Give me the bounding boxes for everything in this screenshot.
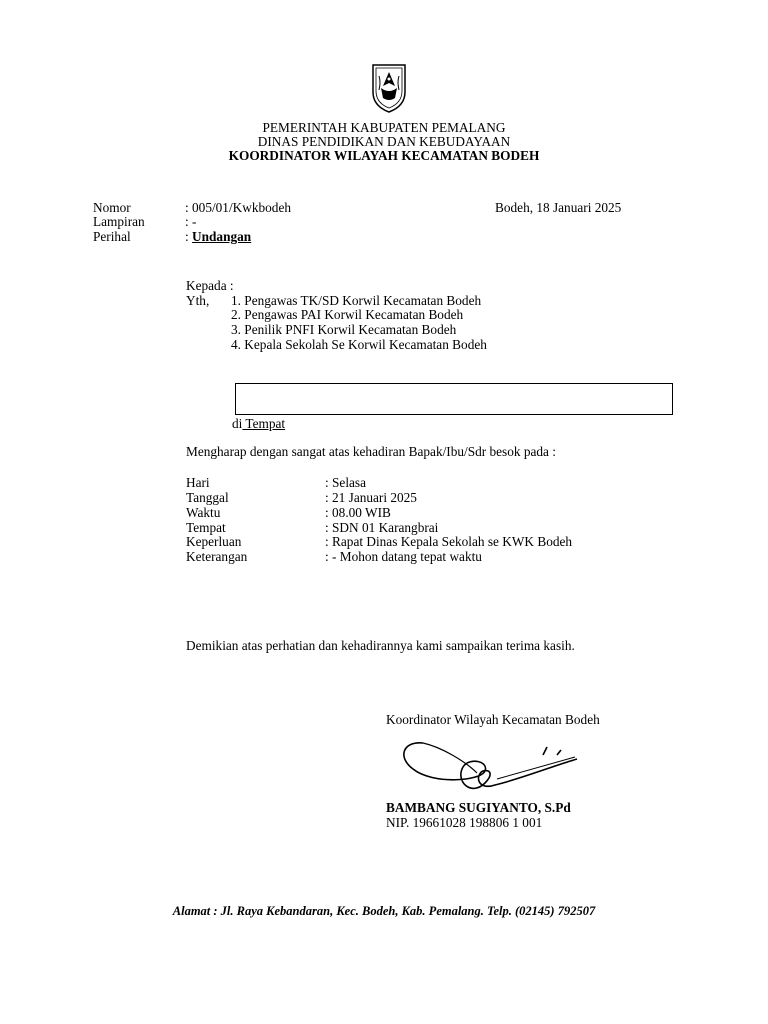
perihal-value: Undangan bbox=[192, 229, 252, 244]
signatory-nip: NIP. 19661028 198806 1 001 bbox=[386, 815, 543, 830]
tempat-label: Tempat bbox=[242, 416, 286, 431]
address-box bbox=[235, 383, 673, 415]
signatory-name: BAMBANG SUGIYANTO, S.Pd bbox=[386, 800, 571, 815]
signatory-title: Koordinator Wilayah Kecamatan Bodeh bbox=[386, 712, 600, 727]
recipient-item: 3. Penilik PNFI Korwil Kecamatan Bodeh bbox=[231, 322, 457, 337]
closing-text: Demikian atas perhatian dan kehadirannya kami sampaikan terima kasih. bbox=[186, 638, 575, 653]
header-department: DINAS PENDIDIKAN DAN KEBUDAYAAN bbox=[257, 134, 511, 149]
detail-value: : 08.00 WIB bbox=[325, 505, 391, 520]
detail-label: Waktu bbox=[186, 505, 221, 520]
detail-label: Tanggal bbox=[186, 490, 229, 505]
lampiran-value: : - bbox=[185, 214, 197, 229]
recipient-item: 2. Pengawas PAI Korwil Kecamatan Bodeh bbox=[231, 307, 464, 322]
detail-value: : Selasa bbox=[325, 475, 366, 490]
place-line bbox=[232, 416, 285, 431]
nomor-value: : 005/01/Kwkbodeh bbox=[185, 200, 291, 215]
regency-crest-icon bbox=[369, 62, 409, 114]
detail-value: : Rapat Dinas Kepala Sekolah se KWK Bodeh bbox=[325, 534, 573, 549]
detail-label: Tempat bbox=[186, 520, 226, 535]
detail-value: : 21 Januari 2025 bbox=[325, 490, 417, 505]
nomor-label: Nomor bbox=[93, 200, 131, 215]
recipient-item: 1. Pengawas TK/SD Korwil Kecamatan Bodeh bbox=[231, 293, 482, 308]
detail-value: : SDN 01 Karangbrai bbox=[325, 520, 439, 535]
perihal-label: Perihal bbox=[93, 229, 131, 244]
perihal-colon: : bbox=[185, 229, 189, 244]
yth-label: Yth, bbox=[186, 293, 210, 308]
detail-label: Hari bbox=[186, 475, 210, 490]
di-label: di bbox=[232, 416, 243, 431]
lampiran-label: Lampiran bbox=[93, 214, 145, 229]
detail-label: Keperluan bbox=[186, 534, 242, 549]
recipient-item: 4. Kepala Sekolah Se Korwil Kecamatan Bodeh bbox=[231, 337, 487, 352]
detail-label: Keterangan bbox=[186, 549, 248, 564]
header-government: PEMERINTAH KABUPATEN PEMALANG bbox=[262, 120, 506, 135]
intro-text: Mengharap dengan sangat atas kehadiran Bapak/Ibu/Sdr besok pada : bbox=[186, 444, 556, 459]
handwritten-signature-icon bbox=[385, 735, 595, 810]
letter-date: Bodeh, 18 Januari 2025 bbox=[495, 200, 622, 215]
perihal-value-row bbox=[185, 229, 251, 244]
footer-address: Alamat : Jl. Raya Kebandaran, Kec. Bodeh, Kab. Pemalang. Telp. (02145) 792507 bbox=[172, 904, 596, 918]
header-coordinator: KOORDINATOR WILAYAH KECAMATAN BODEH bbox=[228, 148, 540, 163]
detail-value: : - Mohon datang tepat waktu bbox=[325, 549, 482, 564]
kepada-label: Kepada : bbox=[186, 278, 234, 293]
